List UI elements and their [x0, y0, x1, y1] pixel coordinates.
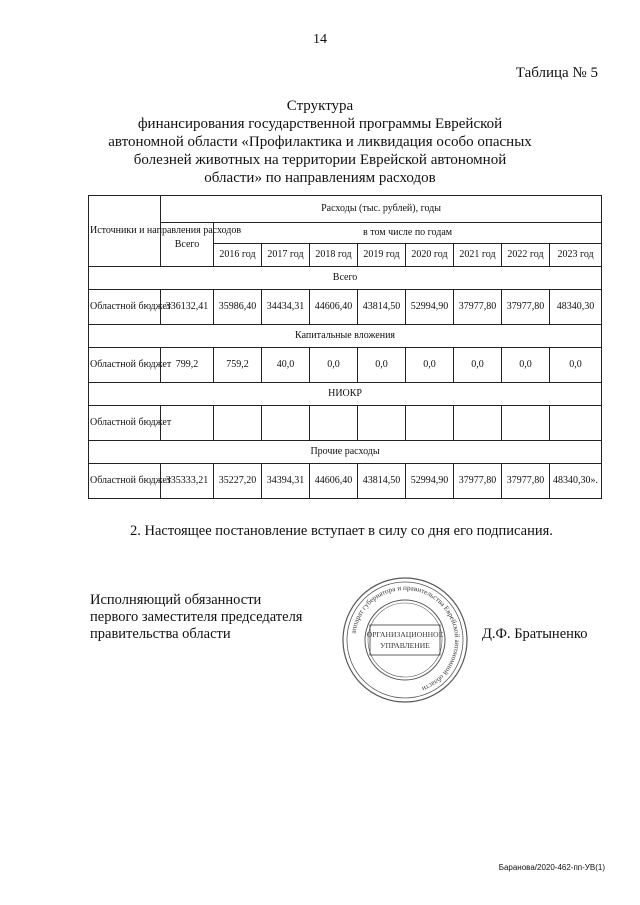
year-header: 2023 год — [550, 244, 602, 267]
signature-name: Д.Ф. Братыненко — [482, 626, 588, 642]
year-value-cell: 43814,50 — [358, 290, 406, 325]
year-value-cell: 48340,30». — [550, 464, 602, 499]
title-line: финансирования государственной программы Еврейской — [137, 116, 503, 132]
section-title: Прочие расходы — [89, 441, 602, 464]
year-value-cell — [550, 406, 602, 441]
year-value-cell: 52994,90 — [406, 290, 454, 325]
by-years-header: в том числе по годам — [214, 223, 602, 244]
year-value-cell — [358, 406, 406, 441]
year-value-cell: 43814,50 — [358, 464, 406, 499]
section-title: Капитальные вложения — [89, 325, 602, 348]
year-header: 2021 год — [454, 244, 502, 267]
expenses-header: Расходы (тыс. рублей), годы — [161, 196, 602, 223]
table-row — [89, 406, 602, 441]
section-row — [89, 325, 602, 348]
financing-table — [88, 195, 602, 499]
section-row — [89, 441, 602, 464]
table-label: Таблица № 5 — [515, 65, 598, 81]
title-line: области» по направлениям расходов — [204, 170, 436, 186]
year-value-cell: 37977,80 — [502, 464, 550, 499]
year-value-cell — [262, 406, 310, 441]
row-label: Областной бюджет — [89, 464, 161, 499]
clause-text: 2. Настоящее постановление вступает в силу со дня его подписания. — [130, 523, 553, 539]
seal-inner-ring-line — [368, 603, 442, 677]
year-value-cell — [310, 406, 358, 441]
year-value-cell: 35227,20 — [214, 464, 262, 499]
year-header: 2018 год — [310, 244, 358, 267]
seal-outer-ring — [343, 578, 467, 702]
total-value-cell: 336132,41 — [161, 290, 214, 325]
year-value-cell: 37977,80 — [502, 290, 550, 325]
signer-title — [90, 592, 302, 643]
seal-center-line: УПРАВЛЕНИЕ — [380, 641, 430, 650]
section-row — [89, 267, 602, 290]
row-label: Областной бюджет — [89, 290, 161, 325]
document-title — [80, 97, 560, 187]
year-value-cell: 52994,90 — [406, 464, 454, 499]
row-label: Областной бюджет — [89, 348, 161, 383]
year-value-cell: 34394,31 — [262, 464, 310, 499]
seal-inner-ring — [365, 600, 445, 680]
year-value-cell: 0,0 — [502, 348, 550, 383]
year-value-cell: 34434,31 — [262, 290, 310, 325]
title-line: Структура — [286, 98, 354, 114]
year-value-cell: 0,0 — [550, 348, 602, 383]
section-title: НИОКР — [89, 383, 602, 406]
year-value-cell: 48340,30 — [550, 290, 602, 325]
title-line: болезней животных на территории Еврейской автономной — [133, 152, 507, 168]
year-value-cell: 759,2 — [214, 348, 262, 383]
year-header: 2019 год — [358, 244, 406, 267]
total-value-cell: 335333,21 — [161, 464, 214, 499]
source-column-header: Источники и направления расходов — [89, 196, 161, 267]
footer-code: Баранова/2020-462-пп-УВ(1) — [498, 863, 605, 872]
year-value-cell — [214, 406, 262, 441]
seal-center-line: ОРГАНИЗАЦИОННОЕ — [366, 630, 444, 639]
year-value-cell: 37977,80 — [454, 464, 502, 499]
seal-ring-text: аппарат губернатора и правительства Еврейской автономной области — [349, 583, 462, 693]
title-line: автономной области «Профилактика и ликвидация особо опасных — [108, 134, 532, 150]
year-value-cell: 40,0 — [262, 348, 310, 383]
table-row — [89, 348, 602, 383]
row-label: Областной бюджет — [89, 406, 161, 441]
table-row — [89, 290, 602, 325]
section-title: Всего — [89, 267, 602, 290]
year-header: 2020 год — [406, 244, 454, 267]
table-row — [89, 464, 602, 499]
year-value-cell: 37977,80 — [454, 290, 502, 325]
year-value-cell — [406, 406, 454, 441]
year-header: 2022 год — [502, 244, 550, 267]
year-value-cell: 0,0 — [310, 348, 358, 383]
year-value-cell: 35986,40 — [214, 290, 262, 325]
year-value-cell — [502, 406, 550, 441]
total-value-cell: 799,2 — [161, 348, 214, 383]
page-number: 14 — [313, 32, 327, 47]
seal-ring-line — [347, 582, 463, 698]
year-value-cell: 44606,40 — [310, 464, 358, 499]
year-value-cell: 0,0 — [406, 348, 454, 383]
year-value-cell: 0,0 — [358, 348, 406, 383]
year-header: 2016 год — [214, 244, 262, 267]
signer-line: правительства области — [90, 626, 231, 642]
section-row — [89, 383, 602, 406]
signer-line: Исполняющий обязанности — [90, 592, 262, 608]
signer-line: первого заместителя председателя — [90, 609, 303, 625]
year-header: 2017 год — [262, 244, 310, 267]
year-value-cell — [454, 406, 502, 441]
total-column-header: Всего — [161, 223, 214, 267]
official-seal — [340, 575, 470, 705]
year-value-cell: 44606,40 — [310, 290, 358, 325]
year-value-cell: 0,0 — [454, 348, 502, 383]
